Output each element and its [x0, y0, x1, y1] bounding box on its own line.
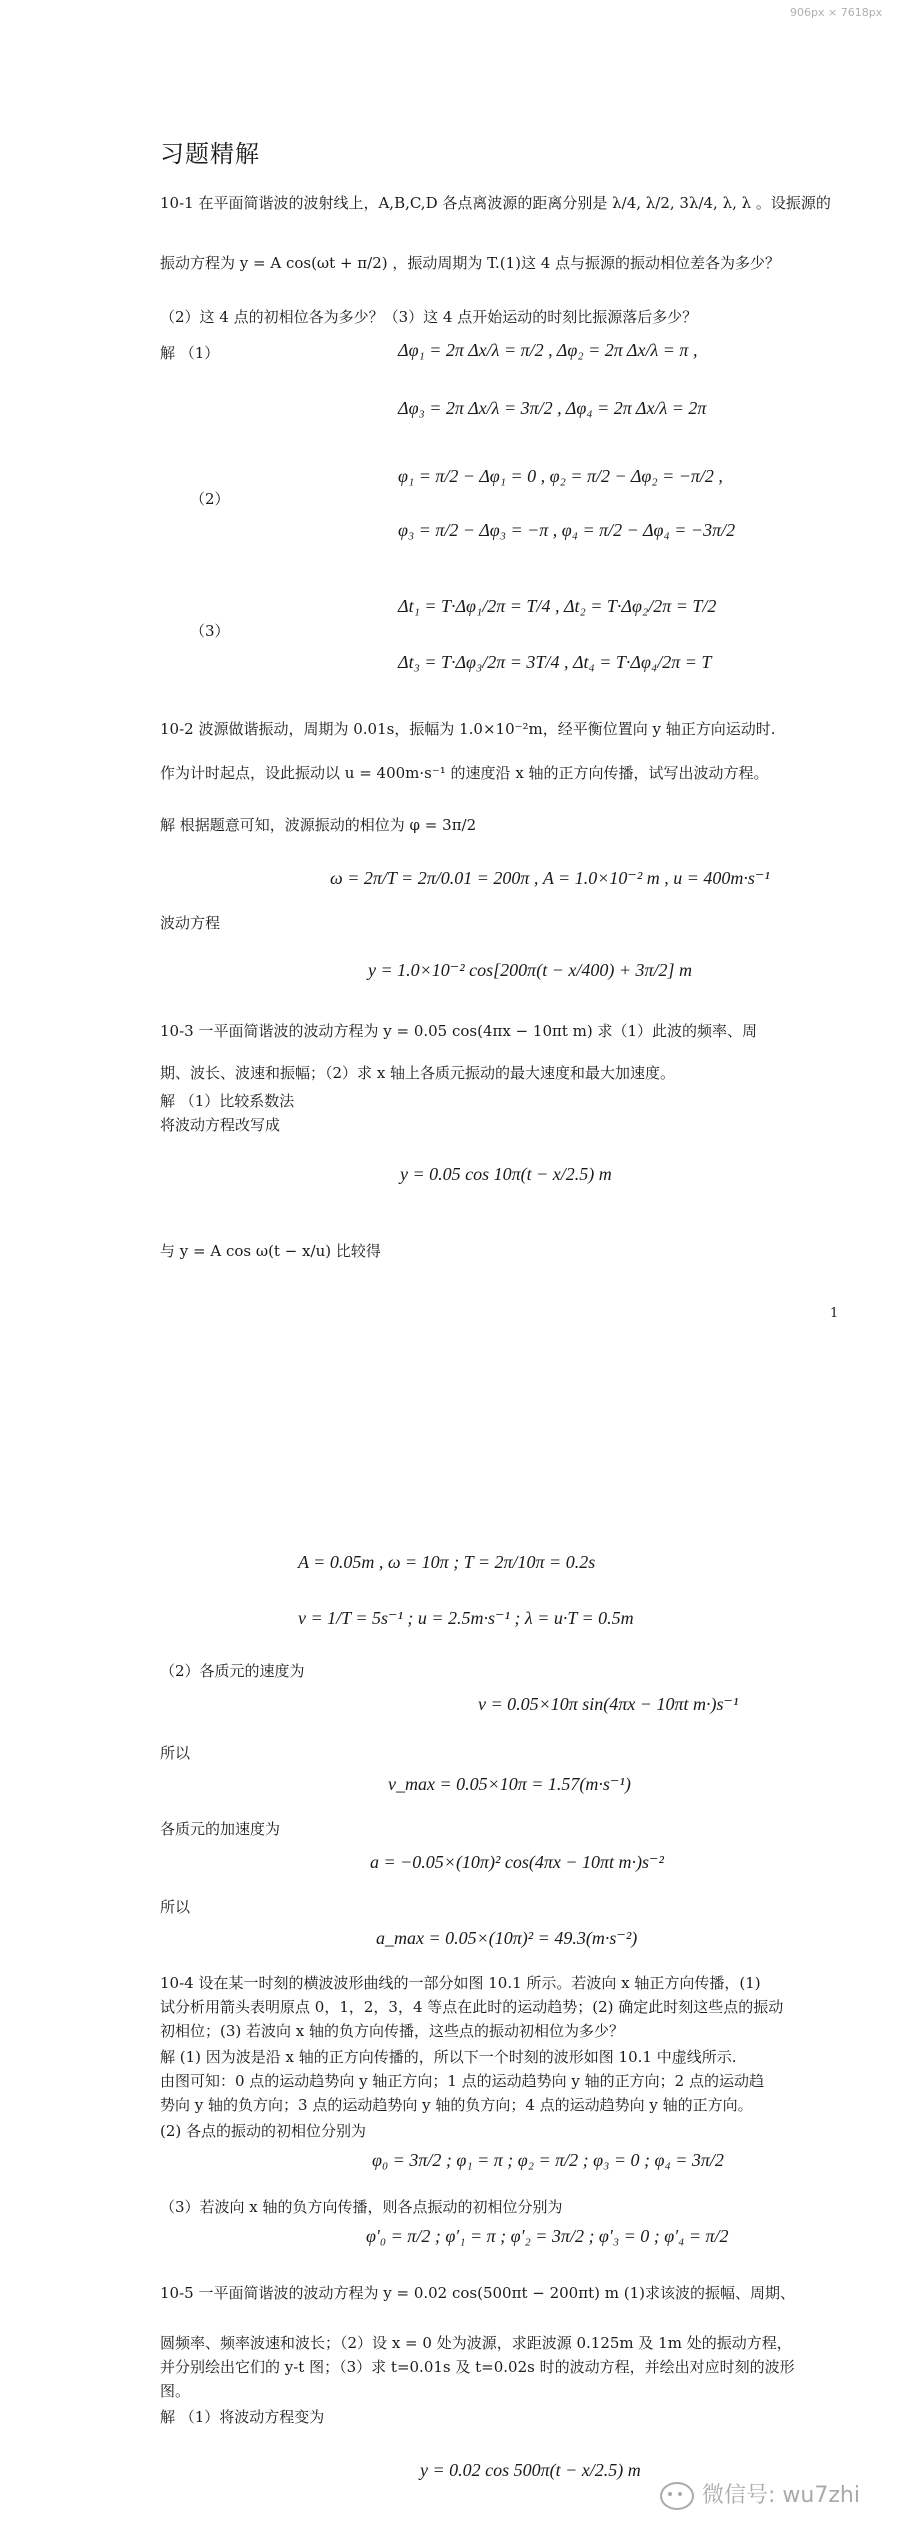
so-text-2: 所以	[160, 1898, 191, 1916]
formula-10-3-vmax: v_max = 0.05×10π = 1.57(m·s⁻¹)	[388, 1774, 631, 1794]
formula-10-2-wave-equation: y = 1.0×10⁻² cos[200π(t − x/400) + 3π/2] m	[368, 960, 692, 980]
formula-10-1-initial-phase-1: φ₁ = π/2 − Δφ₁ = 0 , φ₂ = π/2 − Δφ₂ = −π/2 ,	[398, 466, 723, 486]
formula-10-3-rewritten: y = 0.05 cos 10π(t − x/2.5) m	[400, 1164, 612, 1184]
formula-10-3-velocity: v = 0.05×10π sin(4πx − 10πt m·)s⁻¹	[478, 1694, 739, 1714]
formula-10-3-acceleration: a = −0.05×(10π)² cos(4πx − 10πt m·)s⁻²	[370, 1852, 664, 1872]
problem-10-5-line-1: 10-5 一平面简谐波的波动方程为 y = 0.02 cos(500πt − 200πt) m (1)求该波的振幅、周期、	[160, 2284, 795, 2302]
solution-10-4-line-3: 势向 y 轴的负方向；3 点的运动趋势向 y 轴的负方向；4 点的运动趋势向 y 轴的正方向。	[160, 2096, 753, 2114]
problem-10-2-line-1: 10-2 波源做谐振动，周期为 0.01s，振幅为 1.0×10⁻²m，经平衡位置向 y 轴正方向运动时.	[160, 720, 776, 738]
solution-10-1-label-3: （3）	[190, 622, 230, 640]
problem-10-4-line-1: 10-4 设在某一时刻的横波波形曲线的一部分如图 10.1 所示。若波向 x 轴正方向传播，(1)	[160, 1974, 761, 1992]
problem-10-1-line-3: （2）这 4 点的初相位各为多少？（3）这 4 点开始运动的时刻比振源落后多少？	[160, 308, 698, 326]
formula-10-4-initial-phases: φ₀ = 3π/2 ; φ₁ = π ; φ₂ = π/2 ; φ₃ = 0 ; φ₄ = 3π/2	[372, 2150, 724, 2170]
formula-10-4-initial-phases-negative: φ′₀ = π/2 ; φ′₁ = π ; φ′₂ = 3π/2 ; φ′₃ = 0 ; φ′₄ = π/2	[366, 2226, 729, 2246]
compare-text-10-3: 与 y = A cos ω(t − x/u) 比较得	[160, 1242, 381, 1260]
formula-10-5-wave-rewritten: y = 0.02 cos 500π(t − x/2.5) m	[420, 2460, 641, 2480]
formula-10-1-phase-diff-2: Δφ₃ = 2π Δx/λ = 3π/2 , Δφ₄ = 2π Δx/λ = 2π	[398, 398, 707, 418]
solution-10-4-line-5: （3）若波向 x 轴的负方向传播，则各点振动的初相位分别为	[160, 2198, 563, 2216]
solution-10-1-label-2: （2）	[190, 490, 230, 508]
formula-10-3-frequency-speed: ν = 1/T = 5s⁻¹ ; u = 2.5m·s⁻¹ ; λ = u·T = 0.5m	[298, 1608, 634, 1628]
formula-10-1-delay-1: Δt₁ = T·Δφ₁/2π = T/4 , Δt₂ = T·Δφ₂/2π = T/2	[398, 596, 717, 616]
problem-10-1-line-1: 10-1 在平面简谐波的波射线上，A,B,C,D 各点离波源的距离分别是 λ/4, λ/2, 3λ/4, λ, λ 。设振源的	[160, 194, 831, 212]
formula-10-3-amplitude-period: A = 0.05m , ω = 10π ; T = 2π/10π = 0.2s	[298, 1552, 596, 1572]
wave-equation-label-10-2: 波动方程	[160, 914, 221, 932]
solution-10-4-line-1: 解 (1) 因为波是沿 x 轴的正方向传播的，所以下一个时刻的波形如图 10.1 中虚线所示.	[160, 2048, 737, 2066]
acceleration-text-10-3: 各质元的加速度为	[160, 1820, 281, 1838]
problem-10-3-line-2: 期、波长、波速和振幅；（2）求 x 轴上各质元振动的最大速度和最大加速度。	[160, 1064, 676, 1082]
problem-10-4-line-3: 初相位；(3) 若波向 x 轴的负方向传播，这些点的振动初相位为多少？	[160, 2022, 625, 2040]
wechat-icon	[660, 2482, 694, 2510]
problem-10-2-line-2: 作为计时起点，设此振动以 u = 400m·s⁻¹ 的速度沿 x 轴的正方向传播，试写出波动方程。	[160, 764, 769, 782]
image-dimensions-label: 906px × 7618px	[790, 6, 883, 19]
formula-10-1-phase-diff-1: Δφ₁ = 2π Δx/λ = π/2 , Δφ₂ = 2π Δx/λ = π ,	[398, 340, 698, 360]
page-number: 1	[830, 1306, 839, 1321]
problem-10-5-line-3: 并分别绘出它们的 y-t 图；（3）求 t=0.01s 及 t=0.02s 时的波动方程，并绘出对应时刻的波形	[160, 2358, 795, 2376]
solution-10-1-label-1: 解 （1）	[160, 344, 220, 362]
formula-10-1-delay-2: Δt₃ = T·Δφ₃/2π = 3T/4 , Δt₄ = T·Δφ₄/2π = T	[398, 652, 712, 672]
section-title: 习题精解	[160, 140, 260, 168]
solution-10-4-line-4: (2) 各点的振动的初相位分别为	[160, 2122, 367, 2140]
velocity-text-10-3: （2）各质元的速度为	[160, 1662, 305, 1680]
formula-10-1-initial-phase-2: φ₃ = π/2 − Δφ₃ = −π , φ₄ = π/2 − Δφ₄ = −3π/2	[398, 520, 736, 540]
problem-10-1-line-2: 振动方程为 y = A cos(ωt + π/2) ，振动周期为 T.(1)这 4 点与振源的振动相位差各为多少？	[160, 254, 781, 272]
watermark-text: 微信号: wu7zhi	[702, 2483, 860, 2508]
solution-10-2-label: 解 根据题意可知，波源振动的相位为 φ = 3π/2	[160, 816, 477, 834]
formula-10-2-omega: ω = 2π/T = 2π/0.01 = 200π , A = 1.0×10⁻² m , u = 400m·s⁻¹	[330, 868, 770, 888]
problem-10-3-line-1: 10-3 一平面简谐波的波动方程为 y = 0.05 cos(4πx − 10πt m) 求（1）此波的频率、周	[160, 1022, 758, 1040]
so-text-1: 所以	[160, 1744, 191, 1762]
solution-10-3-label: 解 （1）比较系数法	[160, 1092, 295, 1110]
problem-10-5-line-2: 圆频率、频率波速和波长；（2）设 x = 0 处为波源，求距波源 0.125m 及 1m 处的振动方程，	[160, 2334, 792, 2352]
rewrite-text-10-3: 将波动方程改写成	[160, 1116, 281, 1134]
solution-10-4-line-2: 由图可知：0 点的运动趋势向 y 轴正方向；1 点的运动趋势向 y 轴的正方向；2 点的运动趋	[160, 2072, 764, 2090]
formula-10-3-amax: a_max = 0.05×(10π)² = 49.3(m·s⁻²)	[376, 1928, 638, 1948]
problem-10-4-line-2: 试分析用箭头表明原点 0，1，2，3，4 等点在此时的运动趋势；(2) 确定此时刻这些点的振动	[160, 1998, 784, 2016]
solution-10-5-label: 解 （1）将波动方程变为	[160, 2408, 325, 2426]
problem-10-5-line-4: 图。	[160, 2382, 191, 2400]
watermark	[660, 2478, 860, 2510]
